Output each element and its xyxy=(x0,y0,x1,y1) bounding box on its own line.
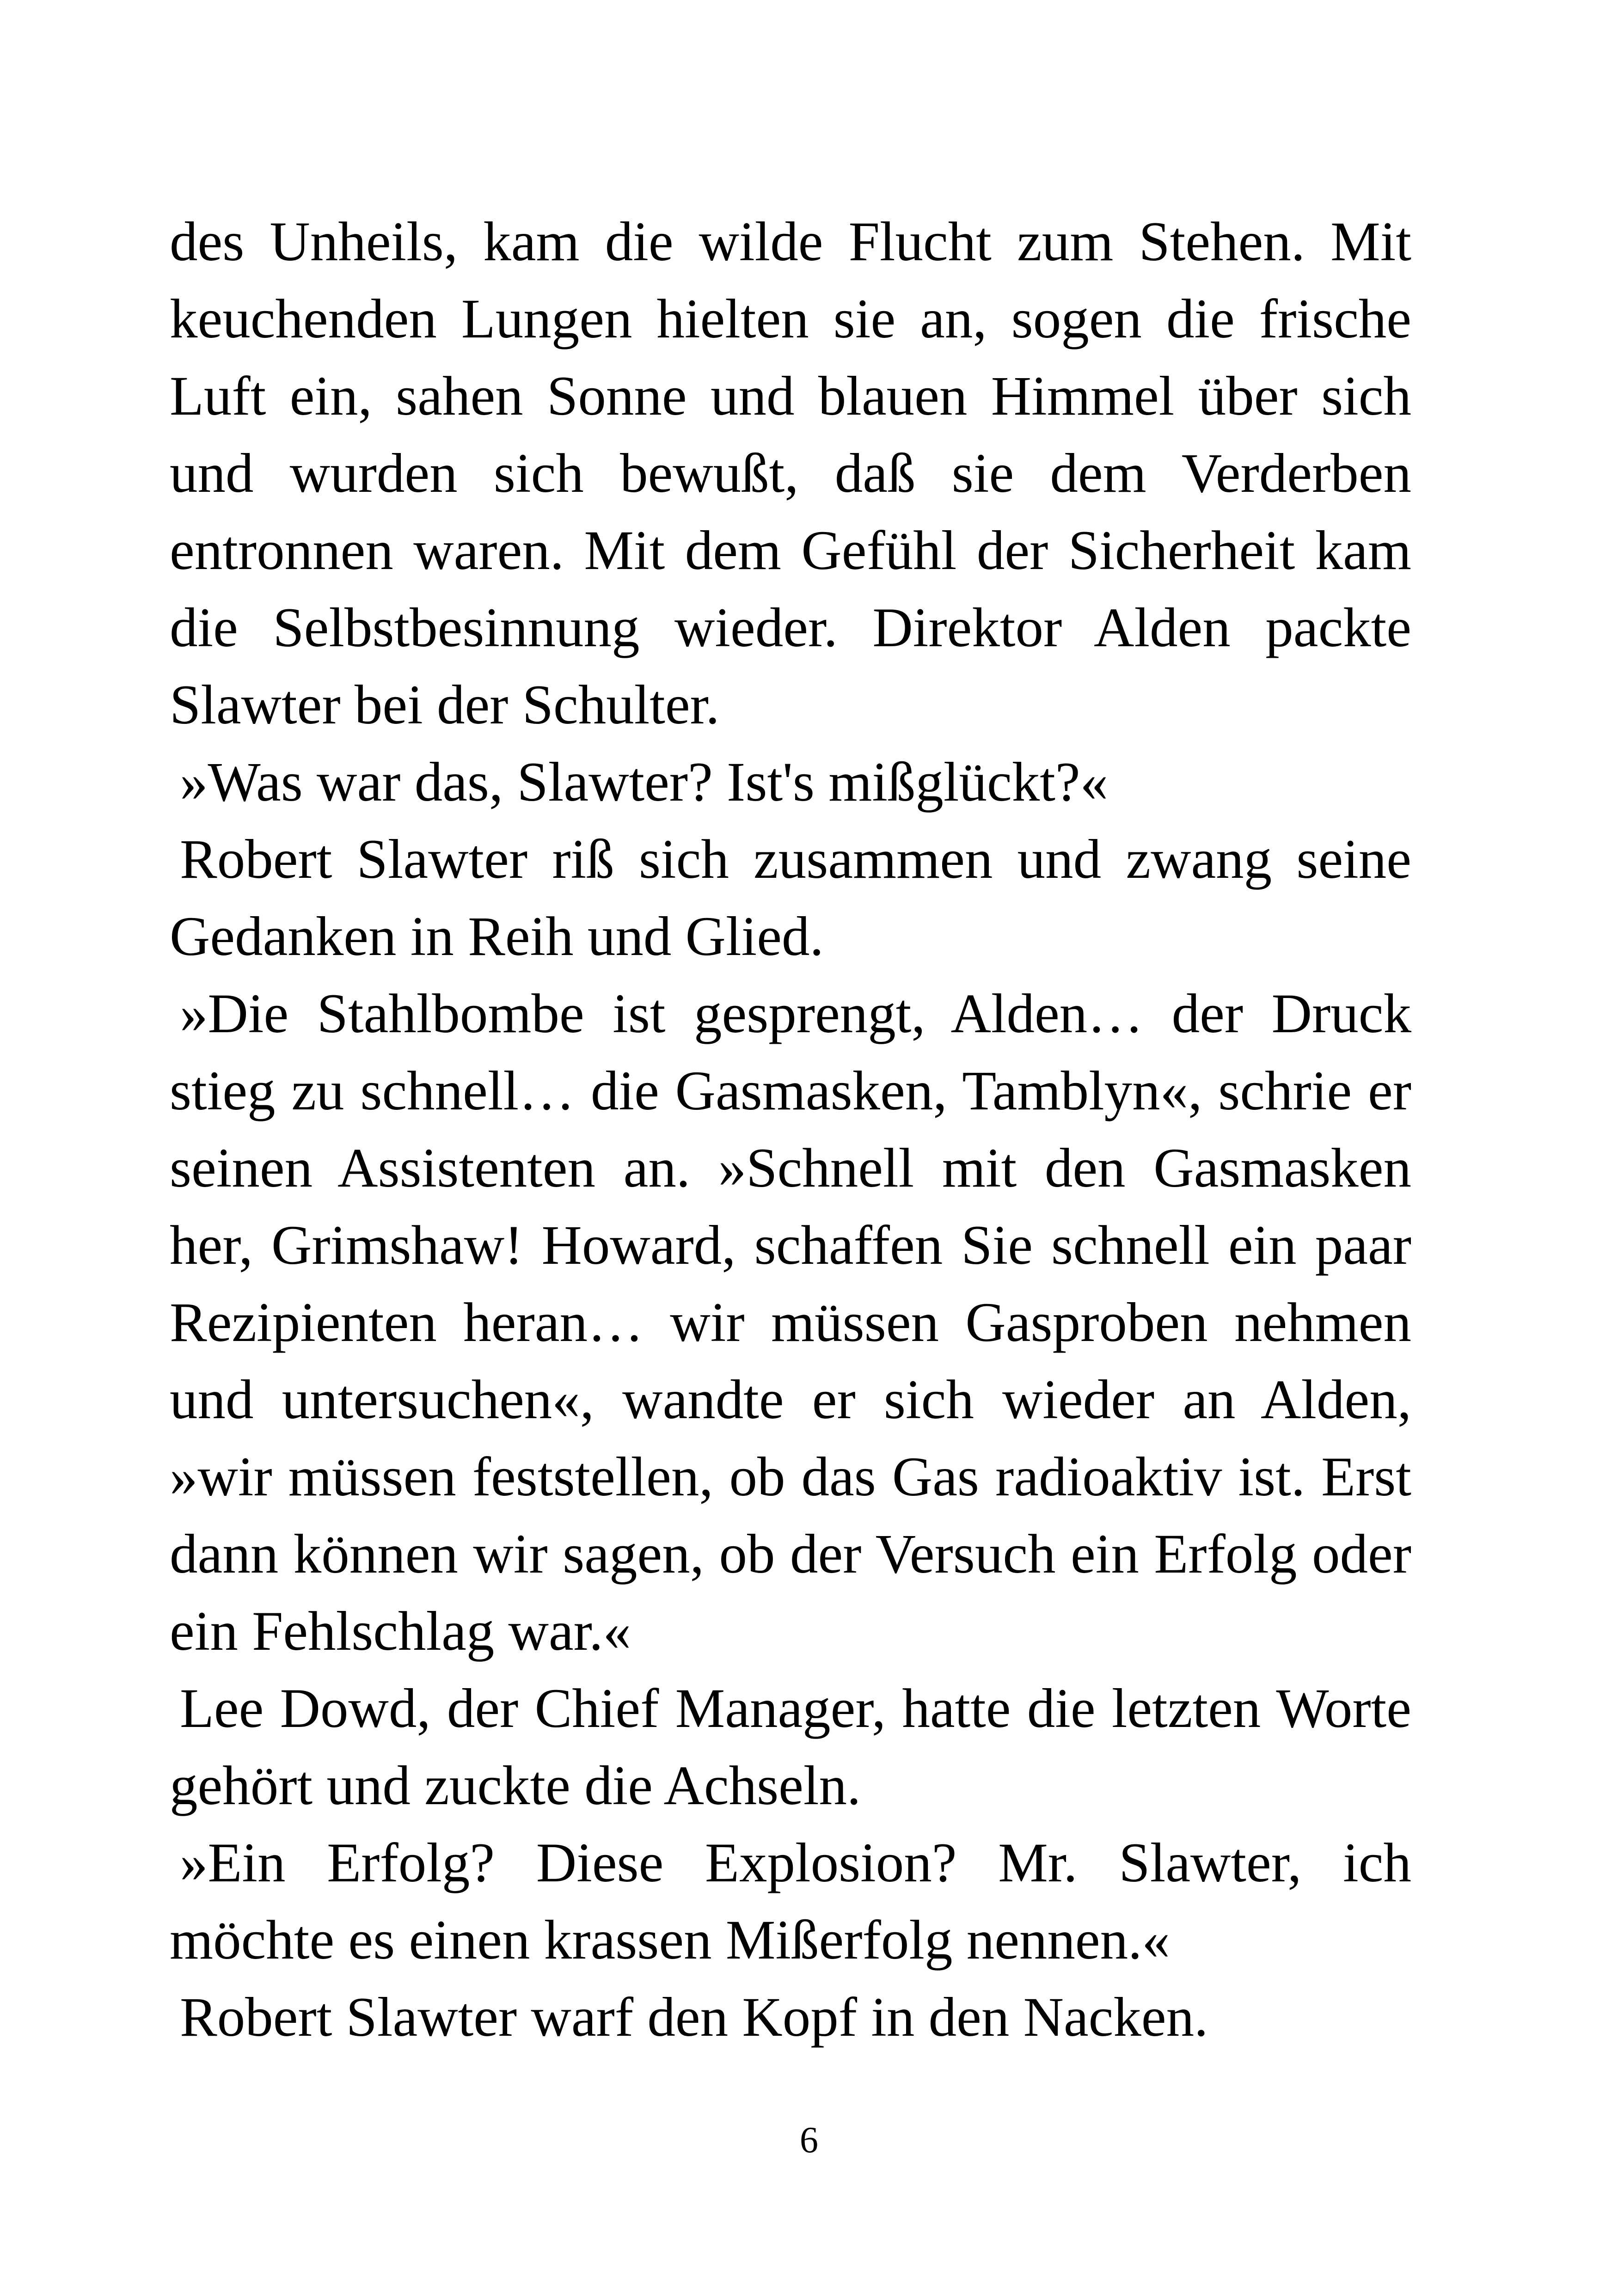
paragraph-7: Robert Slawter warf den Kopf in den Nacken. xyxy=(180,1986,1208,2048)
paragraph-2: »Was war das, Slawter? Ist's mißglückt?« xyxy=(180,751,1109,813)
paragraph-1: des Unheils, kam die wilde Flucht zum Stehen. Mit keuchenden Lungen hielten sie an, sogen die frische Luft ein, sahen Sonne und blauen Himmel über sich und wurden sich bewußt, daß sie dem Verderben entronnen waren. Mit dem Gefühl der Sicherheit kam die Selbstbesinnung wieder. Direktor Alden packte Slawter bei der Schulter. xyxy=(170,211,1411,736)
page-number: 6 xyxy=(800,2120,818,2161)
paragraph-5: Lee Dowd, der Chief Manager, hatte die letzten Worte gehört und zuckte die Achseln. xyxy=(170,1678,1411,1817)
body-text xyxy=(170,203,1411,2056)
paragraph-6: »Ein Erfolg? Diese Explosion? Mr. Slawter, ich möchte es einen krassen Mißerfolg nennen.« xyxy=(170,1832,1411,1971)
paragraph-3: Robert Slawter riß sich zusammen und zwang seine Gedanken in Reih und Glied. xyxy=(170,828,1411,967)
paragraph-4: »Die Stahlbombe ist gesprengt, Alden… der Druck stieg zu schnell… die Gasmasken, Tamblyn«, schrie er seinen Assistenten an. »Schnell mit den Gasmasken her, Grimshaw! Howard, schaffen Sie schnell ein paar Rezipienten heran… wir müssen Gasproben nehmen und untersuchen«, wandte er sich wieder an Alden, »wir müssen feststellen, ob das Gas radioaktiv ist. Erst dann können wir sagen, ob der Versuch ein Erfolg oder ein Fehlschlag war.« xyxy=(170,983,1411,1662)
